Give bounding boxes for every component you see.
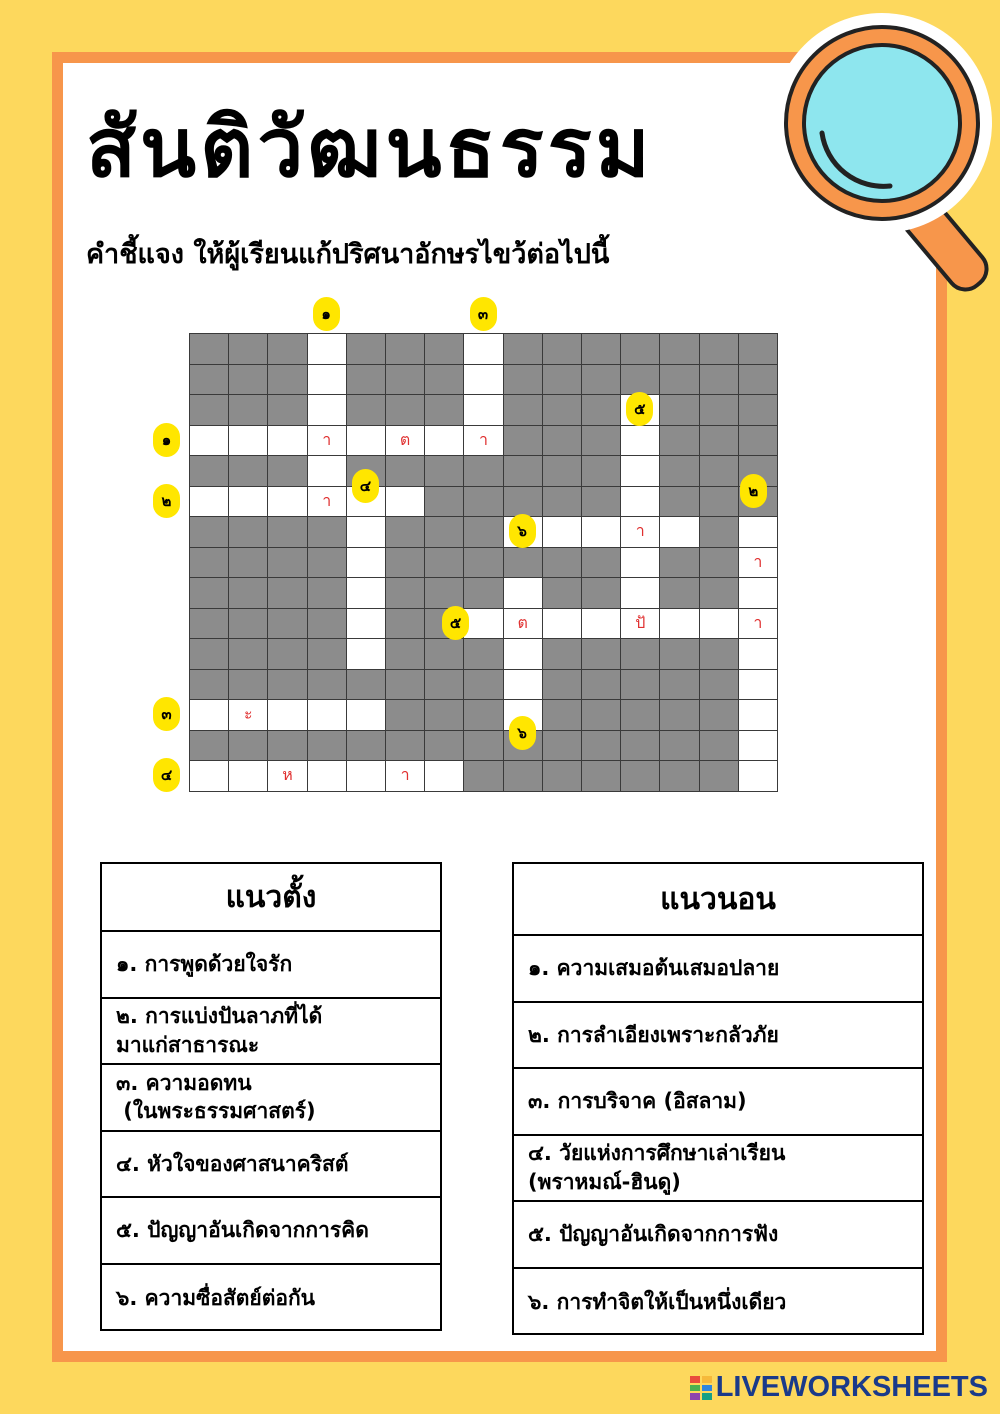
crossword-cell-blocked xyxy=(228,730,268,762)
crossword-cell-blocked xyxy=(463,669,503,701)
crossword-cell-blocked xyxy=(620,333,660,365)
crossword-cell-blocked xyxy=(267,394,307,426)
crossword-cell-open[interactable] xyxy=(463,394,503,426)
crossword-cell-blocked xyxy=(581,760,621,792)
crossword-cell-blocked xyxy=(385,608,425,640)
crossword-cell-blocked xyxy=(424,486,464,518)
crossword-cell-blocked xyxy=(267,669,307,701)
across-clues-table xyxy=(512,862,924,1335)
crossword-cell-blocked xyxy=(581,547,621,579)
clue-text-line: ๓. ความอดทน xyxy=(116,1070,252,1095)
crossword-cell-blocked xyxy=(267,455,307,487)
crossword-cell-blocked xyxy=(581,455,621,487)
crossword-cell-blocked xyxy=(385,547,425,579)
crossword-cell-blocked xyxy=(346,364,386,396)
across-clue-6 xyxy=(514,1269,922,1336)
crossword-cell-open[interactable] xyxy=(346,577,386,609)
crossword-cell-blocked xyxy=(424,730,464,762)
down-clues-table xyxy=(100,862,442,1331)
crossword-cell-open[interactable] xyxy=(189,699,229,731)
brand-text: LIVEWORKSHEETS xyxy=(715,1371,988,1403)
crossword-cell-open[interactable] xyxy=(699,608,739,640)
crossword-cell-open[interactable] xyxy=(424,425,464,457)
crossword-cell-blocked xyxy=(385,699,425,731)
crossword-cell-blocked xyxy=(385,730,425,762)
crossword-cell-open[interactable] xyxy=(738,547,778,579)
crossword-cell-open[interactable] xyxy=(267,425,307,457)
crossword-cell-blocked xyxy=(228,577,268,609)
crossword-cell-blocked xyxy=(424,669,464,701)
crossword-cell-blocked xyxy=(659,455,699,487)
crossword-cell-open[interactable] xyxy=(542,608,582,640)
crossword-cell-blocked xyxy=(542,455,582,487)
clue-text-line: ๑. การพูดด้วยใจรัก xyxy=(116,952,293,977)
crossword-cell-blocked xyxy=(659,699,699,731)
crossword-cell-blocked xyxy=(620,638,660,670)
crossword-cell-blocked xyxy=(189,455,229,487)
crossword-cell-blocked xyxy=(659,364,699,396)
crossword-cell-blocked xyxy=(189,577,229,609)
crossword-cell-open[interactable] xyxy=(620,455,660,487)
crossword-grid xyxy=(189,333,777,790)
crossword-cell-blocked xyxy=(424,577,464,609)
clue-number-badge: ๑ xyxy=(313,297,340,331)
clue-number-badge: ๔ xyxy=(153,758,180,792)
crossword-cell-open[interactable] xyxy=(463,425,503,457)
crossword-cell-open[interactable] xyxy=(620,577,660,609)
crossword-cell-blocked xyxy=(699,364,739,396)
crossword-cell-blocked xyxy=(542,669,582,701)
crossword-cell-open[interactable] xyxy=(738,638,778,670)
clue-text-line: ๖. ความซื่อสัตย์ต่อกัน xyxy=(116,1285,316,1310)
crossword-cell-open[interactable] xyxy=(738,699,778,731)
crossword-cell-blocked xyxy=(542,730,582,762)
hint-letter: า xyxy=(635,521,645,541)
clue-number-badge: ๕ xyxy=(626,392,653,426)
crossword-cell-blocked xyxy=(699,394,739,426)
crossword-cell-blocked xyxy=(424,547,464,579)
crossword-cell-blocked xyxy=(659,577,699,609)
crossword-cell-blocked xyxy=(738,364,778,396)
crossword-cell-blocked xyxy=(659,669,699,701)
crossword-cell-open[interactable] xyxy=(267,486,307,518)
crossword-cell-open[interactable] xyxy=(228,425,268,457)
clue-number-badge: ๕ xyxy=(442,606,469,640)
clue-number-badge: ๖ xyxy=(509,514,536,548)
hint-letter: า xyxy=(322,429,332,449)
crossword-cell-blocked xyxy=(542,486,582,518)
crossword-cell-blocked xyxy=(189,608,229,640)
crossword-cell-blocked xyxy=(463,486,503,518)
clue-number-badge: ๒ xyxy=(153,484,180,518)
crossword-cell-blocked xyxy=(699,486,739,518)
down-clue-2 xyxy=(102,999,440,1066)
crossword-cell-blocked xyxy=(542,547,582,579)
across-clue-1 xyxy=(514,936,922,1003)
crossword-cell-blocked xyxy=(424,699,464,731)
crossword-cell-blocked xyxy=(659,638,699,670)
hint-letter: ปั xyxy=(635,612,646,632)
crossword-cell-open[interactable] xyxy=(267,760,307,792)
crossword-cell-open[interactable] xyxy=(738,577,778,609)
hint-letter: ะ xyxy=(243,704,253,724)
clue-text-line: ๔. หัวใจของศาสนาคริสต์ xyxy=(116,1151,349,1176)
crossword-cell-open[interactable] xyxy=(346,516,386,548)
crossword-cell-blocked xyxy=(424,638,464,670)
crossword-cell-blocked xyxy=(581,669,621,701)
crossword-cell-blocked xyxy=(189,547,229,579)
crossword-cell-blocked xyxy=(307,638,347,670)
crossword-cell-open[interactable] xyxy=(189,760,229,792)
crossword-cell-blocked xyxy=(542,364,582,396)
crossword-cell-blocked xyxy=(267,638,307,670)
instruction-text: คำชี้แจง ให้ผู้เรียนแก้ปริศนาอักษรไขว้ต่อไปนี้ xyxy=(86,239,610,270)
crossword-cell-open[interactable] xyxy=(503,608,543,640)
crossword-cell-open[interactable] xyxy=(503,669,543,701)
crossword-cell-open[interactable] xyxy=(424,760,464,792)
clue-text-line: ๖. การทำจิตให้เป็นหนึ่งเดียว xyxy=(528,1289,787,1314)
crossword-cell-blocked xyxy=(503,760,543,792)
crossword-cell-blocked xyxy=(503,364,543,396)
crossword-cell-blocked xyxy=(189,364,229,396)
crossword-cell-open[interactable] xyxy=(503,577,543,609)
down-header: แนวตั้ง xyxy=(102,864,440,932)
crossword-cell-open[interactable] xyxy=(307,760,347,792)
crossword-cell-blocked xyxy=(385,516,425,548)
crossword-cell-blocked xyxy=(542,333,582,365)
crossword-cell-blocked xyxy=(738,394,778,426)
crossword-cell-blocked xyxy=(228,364,268,396)
crossword-cell-blocked xyxy=(346,333,386,365)
crossword-cell-blocked xyxy=(503,425,543,457)
crossword-cell-open[interactable] xyxy=(307,486,347,518)
crossword-cell-blocked xyxy=(620,760,660,792)
crossword-cell-open[interactable] xyxy=(346,608,386,640)
crossword-cell-blocked xyxy=(659,394,699,426)
crossword-cell-open[interactable] xyxy=(463,608,503,640)
crossword-cell-blocked xyxy=(581,638,621,670)
crossword-cell-blocked xyxy=(228,547,268,579)
clue-text-line: ๑. ความเสมอต้นเสมอปลาย xyxy=(528,956,780,981)
across-clue-5 xyxy=(514,1202,922,1269)
hint-letter: ต xyxy=(517,612,528,632)
crossword-cell-blocked xyxy=(267,577,307,609)
footer-brand xyxy=(690,1371,988,1404)
crossword-cell-open[interactable] xyxy=(738,760,778,792)
crossword-cell-open[interactable] xyxy=(307,394,347,426)
crossword-cell-blocked xyxy=(463,730,503,762)
clue-number-badge: ๖ xyxy=(509,716,536,750)
crossword-cell-blocked xyxy=(659,730,699,762)
crossword-cell-blocked xyxy=(699,669,739,701)
hint-letter: า xyxy=(400,765,410,785)
crossword-cell-blocked xyxy=(346,730,386,762)
clue-text-line: ๒. การแบ่งปันลาภที่ได้ xyxy=(116,1004,323,1029)
crossword-cell-open[interactable] xyxy=(346,425,386,457)
crossword-cell-blocked xyxy=(463,577,503,609)
crossword-cell-blocked xyxy=(424,333,464,365)
crossword-cell-open[interactable] xyxy=(228,486,268,518)
crossword-cell-open[interactable] xyxy=(463,333,503,365)
crossword-cell-blocked xyxy=(424,516,464,548)
crossword-cell-open[interactable] xyxy=(189,486,229,518)
crossword-cell-open[interactable] xyxy=(189,425,229,457)
crossword-cell-blocked xyxy=(503,547,543,579)
crossword-cell-blocked xyxy=(385,455,425,487)
crossword-cell-blocked xyxy=(228,455,268,487)
crossword-cell-blocked xyxy=(424,364,464,396)
crossword-cell-open[interactable] xyxy=(620,516,660,548)
page-title: สันติวัฒนธรรม xyxy=(86,101,654,196)
crossword-cell-open[interactable] xyxy=(228,699,268,731)
crossword-cell-blocked xyxy=(659,333,699,365)
crossword-cell-open[interactable] xyxy=(620,486,660,518)
crossword-cell-blocked xyxy=(581,577,621,609)
clue-text-line: ๕. ปัญญาอันเกิดจากการคิด xyxy=(116,1218,369,1243)
crossword-cell-blocked xyxy=(424,455,464,487)
crossword-cell-blocked xyxy=(346,669,386,701)
crossword-cell-blocked xyxy=(385,577,425,609)
crossword-cell-blocked xyxy=(228,394,268,426)
crossword-cell-blocked xyxy=(189,333,229,365)
crossword-cell-open[interactable] xyxy=(307,333,347,365)
liveworksheets-logo-icon xyxy=(690,1376,712,1400)
crossword-cell-blocked xyxy=(620,364,660,396)
clue-text-line: ๔. วัยแห่งการศึกษาเล่าเรียน xyxy=(528,1141,786,1166)
crossword-cell-blocked xyxy=(503,333,543,365)
crossword-cell-open[interactable] xyxy=(385,760,425,792)
crossword-cell-open[interactable] xyxy=(346,638,386,670)
crossword-cell-blocked xyxy=(385,333,425,365)
crossword-cell-open[interactable] xyxy=(228,760,268,792)
crossword-cell-blocked xyxy=(463,455,503,487)
hint-letter: ห xyxy=(282,765,293,785)
hint-letter: า xyxy=(322,490,332,510)
crossword-cell-blocked xyxy=(228,516,268,548)
crossword-cell-blocked xyxy=(385,638,425,670)
crossword-cell-blocked xyxy=(228,669,268,701)
crossword-cell-blocked xyxy=(699,547,739,579)
crossword-cell-blocked xyxy=(659,760,699,792)
crossword-cell-blocked xyxy=(189,730,229,762)
crossword-cell-blocked xyxy=(228,333,268,365)
crossword-cell-blocked xyxy=(503,486,543,518)
clue-number-badge: ๑ xyxy=(153,423,180,457)
crossword-cell-open[interactable] xyxy=(307,425,347,457)
clue-text-line: (พราหมณ์-ฮินดู) xyxy=(528,1169,681,1194)
crossword-cell-open[interactable] xyxy=(346,699,386,731)
crossword-cell-blocked xyxy=(581,364,621,396)
crossword-cell-blocked xyxy=(699,699,739,731)
crossword-cell-blocked xyxy=(267,364,307,396)
hint-letter: ต xyxy=(399,429,411,449)
across-clue-3 xyxy=(514,1069,922,1136)
crossword-cell-blocked xyxy=(307,730,347,762)
crossword-cell-blocked xyxy=(620,699,660,731)
crossword-cell-blocked xyxy=(542,638,582,670)
crossword-cell-open[interactable] xyxy=(307,455,347,487)
crossword-cell-blocked xyxy=(581,486,621,518)
crossword-cell-blocked xyxy=(424,394,464,426)
crossword-cell-blocked xyxy=(267,333,307,365)
down-clue-5 xyxy=(102,1198,440,1265)
crossword-cell-blocked xyxy=(228,608,268,640)
crossword-cell-open[interactable] xyxy=(463,364,503,396)
crossword-cell-blocked xyxy=(659,425,699,457)
down-clue-3 xyxy=(102,1065,440,1132)
crossword-cell-blocked xyxy=(581,425,621,457)
crossword-cell-blocked xyxy=(267,547,307,579)
crossword-cell-blocked xyxy=(542,394,582,426)
crossword-cell-blocked xyxy=(542,577,582,609)
crossword-cell-blocked xyxy=(463,547,503,579)
crossword-cell-blocked xyxy=(659,547,699,579)
crossword-cell-open[interactable] xyxy=(581,608,621,640)
crossword-cell-blocked xyxy=(699,638,739,670)
crossword-cell-blocked xyxy=(699,760,739,792)
clue-text-line: ๓. การบริจาค (อิสลาม) xyxy=(528,1089,747,1114)
clue-text-line: (ในพระธรรมศาสตร์) xyxy=(116,1099,316,1124)
crossword-cell-blocked xyxy=(699,455,739,487)
hint-letter: า xyxy=(753,551,763,571)
crossword-cell-open[interactable] xyxy=(620,608,660,640)
magnifier-icon xyxy=(770,8,1000,308)
crossword-cell-blocked xyxy=(463,516,503,548)
clue-text-line: มาแก่สาธารณะ xyxy=(116,1032,260,1057)
crossword-cell-blocked xyxy=(503,394,543,426)
crossword-cell-blocked xyxy=(189,394,229,426)
clue-text-line: ๒. การลำเอียงเพราะกลัวภัย xyxy=(528,1022,779,1047)
crossword-cell-open[interactable] xyxy=(307,364,347,396)
crossword-cell-open[interactable] xyxy=(738,516,778,548)
across-clue-2 xyxy=(514,1003,922,1070)
crossword-cell-open[interactable] xyxy=(620,425,660,457)
crossword-cell-blocked xyxy=(542,699,582,731)
crossword-cell-blocked xyxy=(581,394,621,426)
crossword-cell-blocked xyxy=(307,547,347,579)
crossword-cell-blocked xyxy=(307,608,347,640)
crossword-cell-open[interactable] xyxy=(581,516,621,548)
crossword-cell-blocked xyxy=(267,730,307,762)
down-clue-4 xyxy=(102,1132,440,1199)
crossword-cell-blocked xyxy=(267,516,307,548)
crossword-cell-open[interactable] xyxy=(267,699,307,731)
crossword-cell-blocked xyxy=(463,638,503,670)
crossword-cell-open[interactable] xyxy=(659,608,699,640)
crossword-cell-blocked xyxy=(385,364,425,396)
crossword-cell-blocked xyxy=(738,333,778,365)
crossword-cell-blocked xyxy=(738,425,778,457)
crossword-cell-blocked xyxy=(189,638,229,670)
crossword-cell-blocked xyxy=(307,516,347,548)
crossword-cell-blocked xyxy=(385,669,425,701)
crossword-cell-blocked xyxy=(228,638,268,670)
crossword-cell-blocked xyxy=(189,516,229,548)
crossword-cell-blocked xyxy=(581,730,621,762)
crossword-cell-blocked xyxy=(699,577,739,609)
crossword-cell-open[interactable] xyxy=(542,516,582,548)
crossword-cell-open[interactable] xyxy=(738,730,778,762)
crossword-cell-open[interactable] xyxy=(346,760,386,792)
crossword-cell-blocked xyxy=(699,425,739,457)
crossword-cell-blocked xyxy=(463,760,503,792)
crossword-cell-open[interactable] xyxy=(503,638,543,670)
crossword-cell-blocked xyxy=(189,669,229,701)
crossword-cell-open[interactable] xyxy=(659,516,699,548)
down-clue-1 xyxy=(102,932,440,999)
crossword-cell-blocked xyxy=(699,730,739,762)
clue-number-badge: ๔ xyxy=(352,469,379,503)
crossword-cell-blocked xyxy=(581,699,621,731)
crossword-cell-blocked xyxy=(346,394,386,426)
across-clue-4 xyxy=(514,1136,922,1203)
hint-letter: า xyxy=(478,429,488,449)
crossword-cell-blocked xyxy=(699,516,739,548)
crossword-cell-open[interactable] xyxy=(307,699,347,731)
crossword-cell-blocked xyxy=(503,455,543,487)
crossword-cell-open[interactable] xyxy=(385,486,425,518)
clue-number-badge: ๓ xyxy=(153,697,180,731)
down-clue-6 xyxy=(102,1265,440,1332)
crossword-cell-open[interactable] xyxy=(346,547,386,579)
clue-number-badge: ๒ xyxy=(740,474,767,508)
crossword-cell-blocked xyxy=(385,394,425,426)
crossword-cell-blocked xyxy=(659,486,699,518)
clue-text-line: ๕. ปัญญาอันเกิดจากการฟัง xyxy=(528,1222,779,1247)
crossword-cell-blocked xyxy=(542,760,582,792)
crossword-cell-open[interactable] xyxy=(385,425,425,457)
crossword-cell-blocked xyxy=(307,577,347,609)
hint-letter: า xyxy=(753,612,763,632)
clue-number-badge: ๓ xyxy=(470,297,497,331)
crossword-cell-blocked xyxy=(307,669,347,701)
crossword-cell-blocked xyxy=(620,730,660,762)
crossword-cell-blocked xyxy=(267,608,307,640)
crossword-cell-blocked xyxy=(699,333,739,365)
crossword-cell-open[interactable] xyxy=(620,547,660,579)
across-header: แนวนอน xyxy=(514,864,922,936)
crossword-cell-blocked xyxy=(542,425,582,457)
crossword-cell-blocked xyxy=(581,333,621,365)
crossword-cell-open[interactable] xyxy=(738,669,778,701)
crossword-cell-blocked xyxy=(620,669,660,701)
crossword-cell-open[interactable] xyxy=(738,608,778,640)
crossword-cell-blocked xyxy=(463,699,503,731)
